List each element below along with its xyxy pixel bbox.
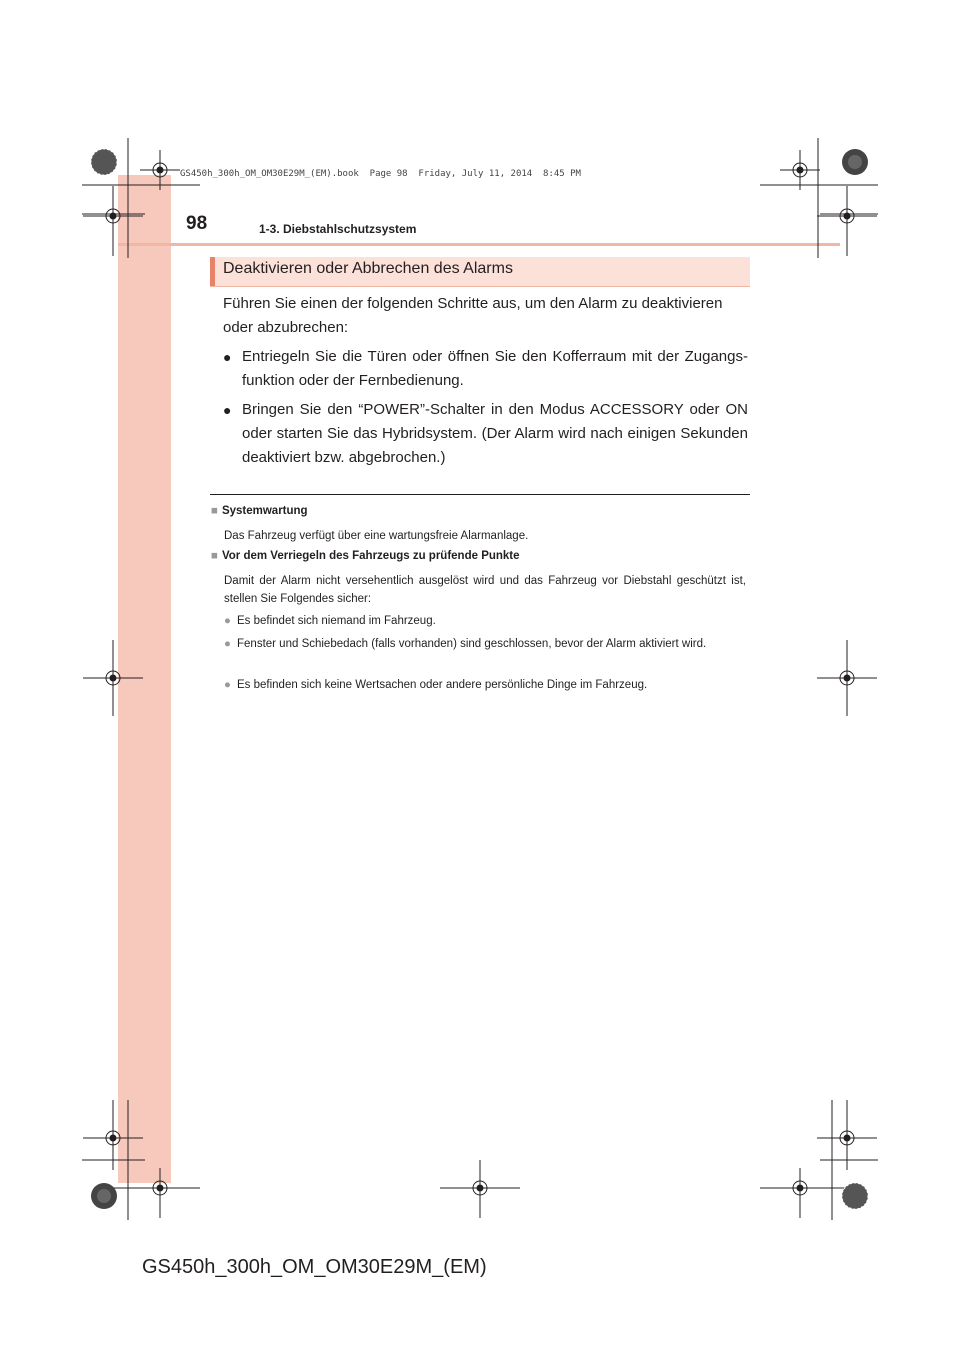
crosshair-icon bbox=[83, 186, 143, 256]
section-title: 1-3. Diebstahlschutzsystem bbox=[259, 222, 417, 236]
crosshair-icon bbox=[780, 150, 820, 190]
note-text-maintenance: Das Fahrzeug verfügt über eine wartungsfreie Alarmanlage. bbox=[224, 530, 529, 542]
star-target-icon bbox=[91, 1183, 117, 1209]
book-info: GS450h_300h_OM_OM30E29M_(EM).book Page 98 Friday, July 11, 2014 8:45 PM bbox=[180, 169, 581, 179]
section-heading: Deaktivieren oder Abbrechen des Alarms bbox=[223, 260, 513, 277]
star-target-icons bbox=[91, 149, 868, 1209]
small-dot-icon: ● bbox=[224, 615, 231, 627]
bullet-dot-icon: ● bbox=[223, 402, 232, 418]
square-bullet-icon: ■ bbox=[211, 505, 218, 517]
note-title-check: ■ Vor dem Verriegeln des Fahrzeugs zu prüfende Punkte bbox=[211, 550, 520, 562]
small-dot-icon: ● bbox=[224, 638, 231, 650]
page-number: 98 bbox=[186, 213, 208, 234]
crosshair-icon bbox=[140, 1168, 180, 1218]
square-bullet-icon: ■ bbox=[211, 550, 218, 562]
bullet-text: Entriegeln Sie die Türen oder öffnen Sie den Kofferraum mit der Zugangs-funktion oder der Fernbedienung. bbox=[242, 348, 748, 389]
crosshair-icon bbox=[440, 1160, 520, 1218]
bullet-text: Bringen Sie den “POWER”-Schalter in den Modus ACCESSORY oder ON oder starten Sie das Hybridsystem. (Der Alarm wird nach einigen Sekunden deaktiviert bzw. abgebrochen.) bbox=[242, 401, 748, 466]
document-code: GS450h_300h_OM_OM30E29M_(EM) bbox=[142, 1256, 487, 1278]
check-item: ● Fenster und Schiebedach (falls vorhanden) sind geschlossen, bevor der Alarm aktiviert wird. bbox=[224, 635, 750, 653]
crosshair-icon bbox=[780, 1168, 820, 1218]
star-target-icon bbox=[91, 149, 117, 175]
small-dot-icon: ● bbox=[224, 679, 231, 691]
bullet-dot-icon: ● bbox=[223, 349, 232, 365]
check-item: ● Es befindet sich niemand im Fahrzeug. bbox=[224, 612, 750, 630]
crosshair-icon bbox=[817, 640, 877, 716]
intro-paragraph: Führen Sie einen der folgenden Schritte aus, um den Alarm zu deaktivieren oder abzubrechen: bbox=[223, 295, 723, 336]
crosshair-icon bbox=[83, 640, 143, 716]
crosshair-icon bbox=[140, 150, 180, 190]
note-title-maintenance: ■ Systemwartung bbox=[211, 505, 308, 517]
star-target-icon bbox=[842, 149, 868, 175]
note-text-check: Damit der Alarm nicht versehentlich ausgelöst wird und das Fahrzeug vor Diebstahl geschützt ist, stellen Sie Folgendes sicher: bbox=[224, 575, 746, 605]
crosshair-icons bbox=[83, 150, 877, 1218]
check-item: ● Es befinden sich keine Wertsachen oder andere persönliche Dinge im Fahrzeug. bbox=[224, 676, 750, 694]
star-target-icon bbox=[842, 1183, 868, 1209]
crosshair-icon bbox=[817, 186, 877, 256]
